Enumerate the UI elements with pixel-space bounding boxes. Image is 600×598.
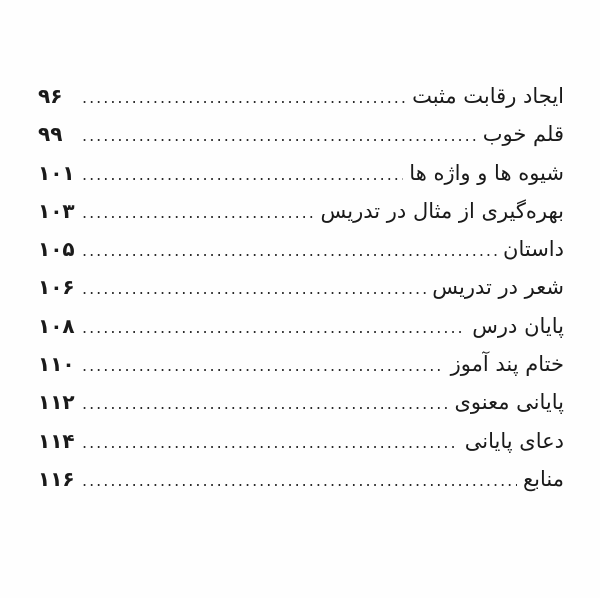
toc-entry	[38, 84, 564, 122]
toc-entry	[38, 237, 564, 275]
toc-entry	[38, 390, 564, 428]
toc-page-number: ۱۱۰	[38, 352, 75, 377]
toc-dot-leader	[82, 126, 477, 145]
toc-dot-leader	[82, 279, 426, 298]
toc-entry-title: پایان درس	[472, 313, 564, 338]
toc-page-number: ۹۹	[38, 122, 63, 147]
toc-entry-title: شعر در تدریس	[432, 275, 564, 300]
toc-entry	[38, 199, 564, 237]
toc-dot-leader	[82, 394, 448, 413]
toc-entry-title: قلم خوب	[482, 122, 564, 147]
toc-dot-leader	[82, 203, 314, 222]
toc-entry-title: بهره‌گیری از مثال در تدریس	[320, 198, 564, 223]
toc-page-number: ۱۱۶	[38, 466, 75, 491]
toc-page-number: ۱۰۵	[38, 237, 75, 262]
toc-page-number: ۹۶	[38, 84, 63, 108]
toc-entry-title: ایجاد رقابت مثبت	[412, 84, 564, 108]
toc-entry-title: شیوه ها و واژه ها	[409, 160, 564, 185]
table-of-contents	[38, 84, 564, 505]
toc-dot-leader	[82, 356, 445, 375]
toc-dot-leader	[82, 471, 517, 490]
toc-dot-leader	[82, 433, 459, 452]
toc-entry-title: پایانی معنوی	[454, 390, 564, 415]
toc-entry-title: داستان	[503, 237, 564, 262]
toc-entry	[38, 429, 564, 467]
toc-page-number: ۱۰۱	[38, 160, 75, 185]
toc-entry	[38, 122, 564, 160]
toc-entry-title: دعای پایانی	[464, 428, 564, 453]
toc-entry-title: منابع	[522, 466, 564, 491]
toc-page-number: ۱۰۸	[38, 313, 75, 338]
toc-dot-leader	[82, 88, 406, 107]
toc-page-number: ۱۱۴	[38, 428, 75, 453]
toc-entry	[38, 314, 564, 352]
toc-dot-leader	[82, 318, 466, 337]
toc-entry	[38, 275, 564, 313]
toc-page-number: ۱۱۲	[38, 390, 75, 415]
toc-dot-leader	[82, 241, 497, 260]
toc-page-number: ۱۰۶	[38, 275, 75, 300]
toc-entry-title: ختام پند آموز	[450, 352, 564, 377]
toc-entry	[38, 161, 564, 199]
toc-page-number: ۱۰۳	[38, 198, 75, 223]
toc-dot-leader	[82, 165, 403, 184]
toc-entry	[38, 467, 564, 505]
toc-entry	[38, 352, 564, 390]
